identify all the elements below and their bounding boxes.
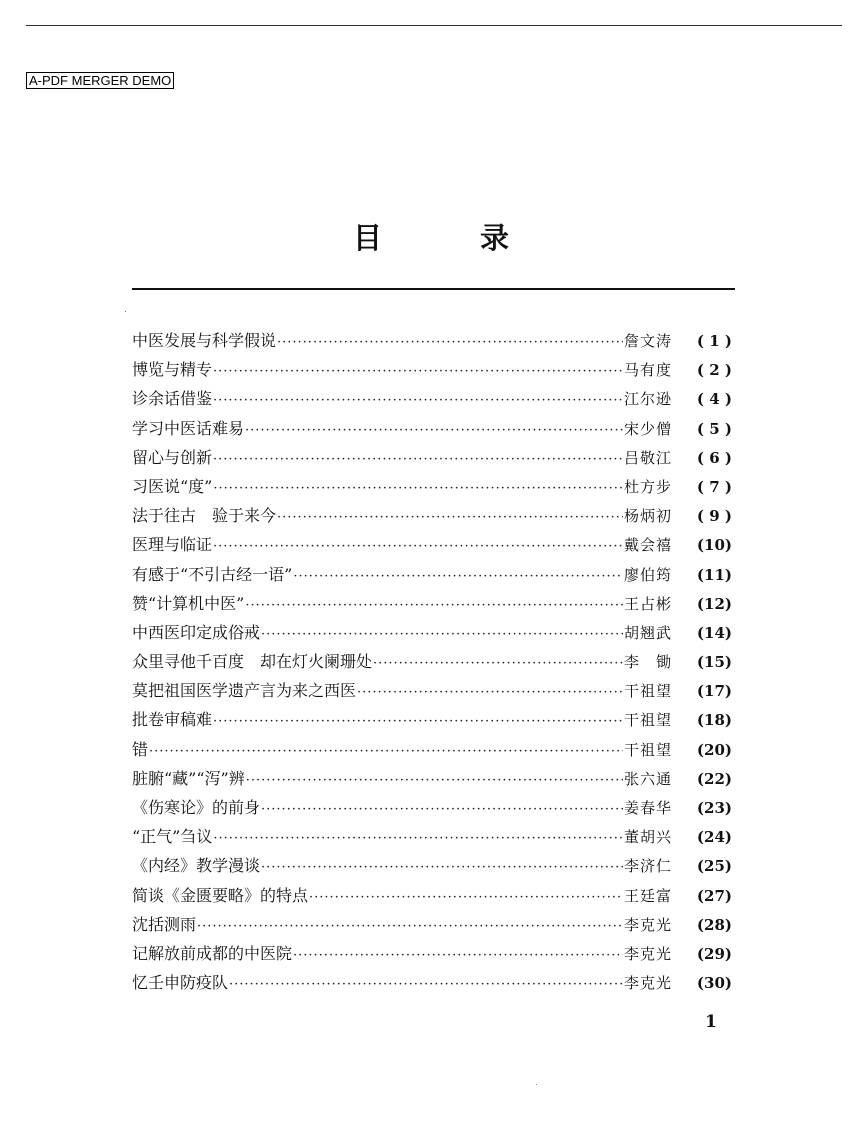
toc-title: 脏腑“藏”“泻”辨 [132, 768, 245, 788]
toc-author: 李 锄 [624, 653, 673, 672]
toc-page: (22) [696, 769, 732, 788]
table-of-contents [132, 326, 732, 997]
toc-row[interactable] [132, 764, 732, 793]
toc-author: 王占彬 [624, 594, 673, 613]
toc-row[interactable] [132, 910, 732, 939]
toc-leader [261, 795, 623, 824]
toc-leader [245, 591, 623, 620]
toc-title: 错 [132, 739, 149, 759]
toc-title: 博览与精专 [132, 360, 213, 380]
toc-leader [277, 503, 623, 532]
toc-page: (18) [696, 711, 732, 730]
toc-title: 忆壬申防疫队 [132, 973, 229, 993]
toc-leader [149, 737, 623, 766]
toc-title: 有感于“不引古经一语” [132, 564, 293, 584]
toc-author: 吕敬江 [624, 448, 673, 467]
top-rule [26, 25, 842, 26]
toc-author: 宋少僧 [624, 419, 673, 438]
toc-page: (20) [696, 740, 732, 759]
toc-row[interactable] [132, 939, 732, 968]
toc-row[interactable] [132, 326, 732, 355]
toc-row[interactable] [132, 501, 732, 530]
toc-author: 李克光 [624, 915, 673, 934]
toc-row[interactable] [132, 618, 732, 647]
toc-row[interactable] [132, 560, 732, 589]
toc-row[interactable] [132, 705, 732, 734]
toc-row[interactable] [132, 676, 732, 705]
toc-leader [261, 853, 623, 882]
toc-title: 众里寻他千百度 却在灯火阑珊处 [132, 652, 373, 672]
title-char-2: 录 [480, 221, 510, 255]
toc-row[interactable] [132, 881, 732, 910]
toc-page: ( 1 ) [696, 332, 732, 350]
toc-title: 简谈《金匮要略》的特点 [132, 885, 309, 905]
toc-leader [245, 416, 623, 445]
toc-row[interactable] [132, 384, 732, 413]
toc-row[interactable] [132, 472, 732, 501]
toc-page: (23) [696, 799, 732, 817]
speck-mark [125, 311, 126, 312]
toc-page: (14) [696, 623, 732, 642]
toc-author: 王廷富 [624, 886, 673, 905]
toc-page: (24) [696, 828, 732, 847]
toc-page: (15) [696, 653, 732, 672]
page-number: 1 [705, 1012, 717, 1032]
toc-author: 马有度 [624, 361, 673, 380]
toc-author: 詹文涛 [624, 332, 673, 350]
toc-page: (10) [696, 536, 732, 555]
toc-page: ( 6 ) [696, 448, 732, 467]
toc-row[interactable] [132, 589, 732, 618]
toc-row[interactable] [132, 735, 732, 764]
toc-row[interactable] [132, 414, 732, 443]
toc-leader [213, 707, 623, 736]
toc-author: 杜方步 [624, 477, 673, 496]
toc-title: 赞“计算机中医” [132, 593, 245, 613]
toc-leader [246, 766, 623, 795]
toc-page: ( 9 ) [696, 507, 732, 526]
toc-author: 张六通 [624, 769, 673, 788]
toc-author: 姜春华 [624, 799, 673, 817]
toc-leader [197, 912, 623, 941]
toc-title: 《伤寒论》的前身 [132, 798, 261, 817]
toc-title: 沈括测雨 [132, 914, 197, 934]
toc-author: 董胡兴 [624, 828, 673, 847]
toc-title: 习医说“度” [132, 476, 213, 496]
toc-row[interactable] [132, 355, 732, 384]
watermark-label: A-PDF MERGER DEMO [26, 72, 174, 89]
toc-author: 廖伯筠 [624, 565, 673, 584]
toc-author: 李克光 [624, 944, 673, 963]
toc-page: (12) [696, 594, 732, 613]
toc-row[interactable] [132, 822, 732, 851]
toc-author: 江尔逊 [624, 390, 673, 409]
toc-page: (11) [696, 565, 732, 584]
toc-title: 《内经》教学漫谈 [132, 856, 261, 876]
toc-leader [373, 649, 623, 678]
toc-title: 莫把祖国医学遗产言为来之西医 [132, 681, 357, 701]
toc-author: 干祖望 [624, 682, 673, 701]
toc-page: ( 7 ) [696, 477, 732, 496]
toc-leader [213, 532, 623, 561]
toc-author: 杨炳初 [624, 507, 673, 526]
toc-row[interactable] [132, 530, 732, 559]
title-char-1: 目 [353, 221, 383, 255]
toc-row[interactable] [132, 647, 732, 676]
page-title [0, 220, 866, 260]
toc-page: (17) [696, 682, 732, 701]
toc-page: ( 5 ) [696, 419, 732, 438]
toc-leader [293, 562, 623, 591]
toc-title: 学习中医话难易 [132, 418, 245, 438]
toc-page: (28) [696, 915, 732, 934]
toc-title: “正气”刍议 [132, 827, 213, 847]
toc-leader [229, 970, 623, 999]
toc-page: ( 2 ) [696, 361, 732, 380]
toc-author: 李克光 [624, 974, 673, 993]
toc-page: (25) [696, 857, 732, 876]
toc-row[interactable] [132, 443, 732, 472]
toc-row[interactable] [132, 968, 732, 997]
toc-title: 中西医印定成俗戒 [132, 622, 261, 642]
toc-author: 戴会禧 [624, 536, 673, 555]
toc-page: (29) [696, 944, 732, 963]
toc-author: 李济仁 [624, 857, 673, 876]
toc-leader [293, 941, 623, 970]
toc-leader [277, 328, 623, 357]
toc-page: ( 4 ) [696, 390, 732, 409]
toc-title: 留心与创新 [132, 447, 213, 467]
toc-leader [213, 357, 623, 386]
toc-title: 医理与临证 [132, 535, 213, 555]
toc-title: 中医发展与科学假说 [132, 331, 277, 350]
toc-title: 批卷审稿难 [132, 710, 213, 730]
toc-leader [213, 474, 623, 503]
toc-row[interactable] [132, 793, 732, 822]
toc-author: 胡翘武 [624, 623, 673, 642]
speck-mark [536, 1084, 537, 1085]
toc-author: 干祖望 [624, 711, 673, 730]
toc-title: 诊余话借鉴 [132, 389, 213, 409]
toc-leader [213, 824, 623, 853]
toc-title: 法于往古 验于来今 [132, 506, 277, 526]
toc-leader [213, 445, 623, 474]
toc-leader [357, 678, 623, 707]
toc-leader [213, 386, 623, 415]
toc-page: (27) [696, 886, 732, 905]
toc-leader [261, 620, 623, 649]
toc-author: 干祖望 [624, 740, 673, 759]
toc-leader [309, 883, 623, 912]
toc-title: 记解放前成都的中医院 [132, 943, 293, 963]
title-rule [132, 288, 735, 290]
toc-row[interactable] [132, 851, 732, 880]
toc-page: (30) [696, 974, 732, 993]
